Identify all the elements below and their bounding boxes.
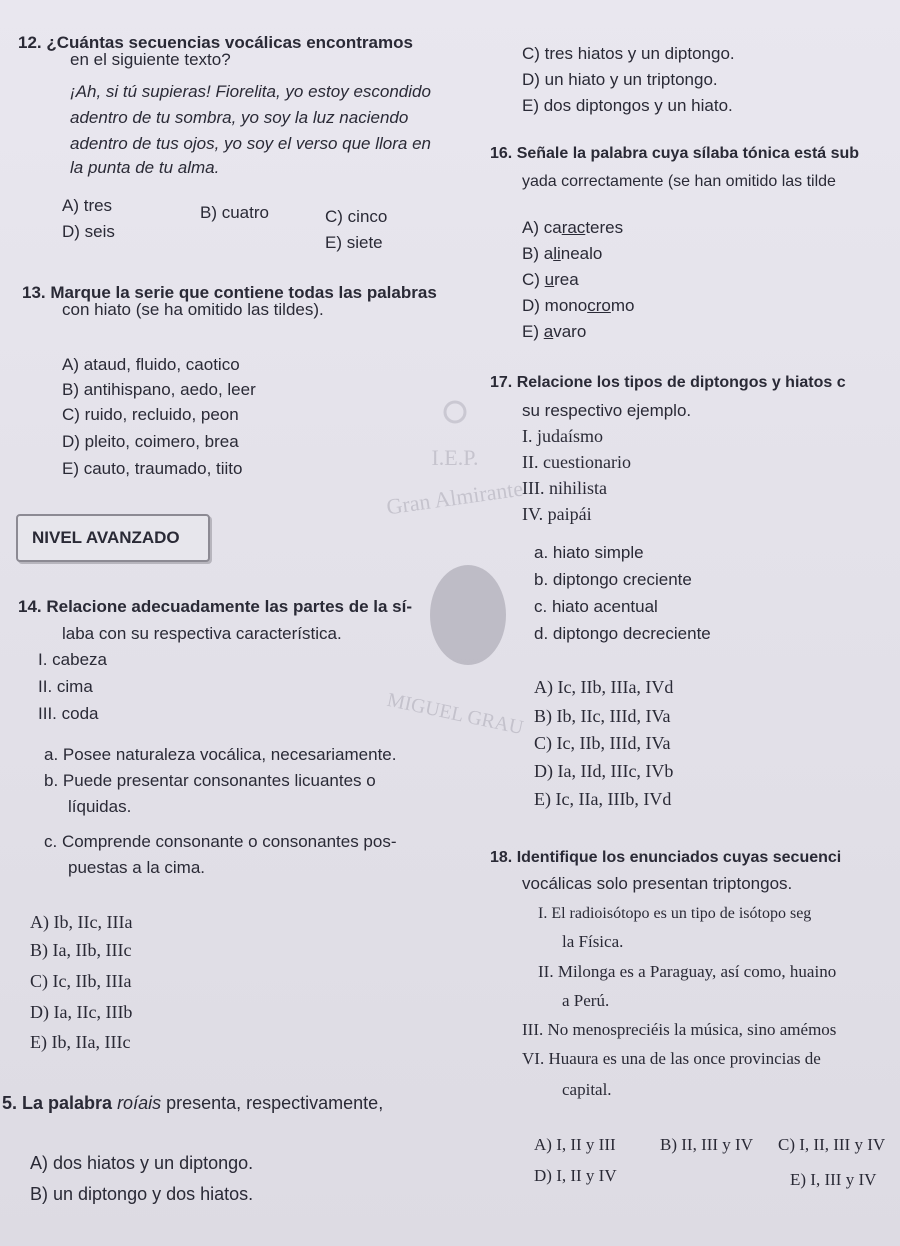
- q16-stem-line1: 16. Señale la palabra cuya sílaba tónica está sub: [490, 145, 860, 162]
- q17-item-1: I. judaísmo: [522, 426, 603, 446]
- q15-option-a: A) dos hiatos y un diptongo.: [30, 1153, 254, 1173]
- crest-text-gran-almirante: Gran Almirante: [384, 475, 525, 520]
- q16-option-e-underlined: a: [543, 322, 554, 341]
- q16-option-d-pre: D) mono: [522, 296, 588, 315]
- q16-option-d-post: mo: [610, 296, 635, 315]
- q18-option-a: A) I, II y III: [534, 1135, 616, 1154]
- q13-option-a: A) ataud, fluido, caotico: [62, 355, 240, 374]
- q16-option-d-underlined: cro: [587, 296, 611, 315]
- q15-stem: [2, 1093, 383, 1113]
- q16-option-c-underlined: u: [544, 270, 555, 289]
- q17-option-b: B) Ib, IIc, IIId, IVa: [534, 706, 671, 726]
- q16-option-c-post: rea: [554, 270, 579, 289]
- q15-option-b: B) un diptongo y dos hiatos.: [30, 1184, 254, 1204]
- q17-type-b: b. diptongo creciente: [534, 570, 692, 589]
- q18-statement-1-line2: la Física.: [562, 932, 624, 951]
- q17-type-c: c. hiato acentual: [534, 597, 658, 616]
- q14-option-b: B) Ia, IIb, IIIc: [30, 940, 132, 960]
- q12-text-line1: ¡Ah, si tú supieras! Fiorelita, yo estoy escondido: [70, 82, 431, 101]
- q16-option-e-pre: E): [522, 322, 544, 341]
- q13-option-e: E) cauto, traumado, tiito: [62, 459, 243, 478]
- q15-stem-post: presenta, respectivamente,: [161, 1093, 384, 1113]
- q12-stem-line2: en el siguiente texto?: [70, 50, 231, 69]
- q15-stem-pre: 5. La palabra: [2, 1093, 118, 1113]
- q16-option-c-pre: C): [522, 270, 545, 289]
- q17-option-d: D) Ia, IId, IIIc, IVb: [534, 761, 674, 781]
- q16-option-e-post: varo: [553, 322, 587, 341]
- q17-item-3: III. nihilista: [522, 478, 607, 498]
- q17-option-e: E) Ic, IIa, IIIb, IVd: [534, 789, 672, 809]
- q18-stem-line2: vocálicas solo presentan triptongos.: [522, 874, 793, 893]
- q14-item-2: II. cima: [38, 677, 93, 696]
- q16-option-d: [522, 296, 634, 316]
- q13-stem-line2: con hiato (se ha omitido las tildes).: [62, 300, 324, 319]
- q17-item-4: IV. paipái: [522, 504, 592, 524]
- q12-option-a: A) tres: [62, 196, 113, 215]
- q16-option-a-underlined: rac: [561, 218, 586, 237]
- q16-stem-line2: yada correctamente (se han omitido las tilde: [522, 173, 836, 190]
- q14-feature-a: a. Posee naturaleza vocálica, necesariamente.: [44, 745, 397, 764]
- crest-text-iep: I.E.P.: [431, 445, 479, 470]
- crest-portrait: [430, 565, 506, 665]
- q18-statement-3: III. No menospreciéis la música, sino amémos: [522, 1020, 837, 1039]
- q14-option-a: A) Ib, IIc, IIIa: [30, 912, 133, 932]
- q18-statement-1-line1: I. El radioisótopo es un tipo de isótopo seg: [538, 905, 812, 922]
- q17-stem-line1: 17. Relacione los tipos de diptongos y hiatos c: [490, 374, 846, 391]
- q16-option-e: [522, 322, 586, 342]
- q12-text-line4: la punta de tu alma.: [70, 158, 220, 177]
- level-heading: NIVEL AVANZADO: [32, 528, 180, 547]
- q13-stem-line1: 13. Marque la serie que contiene todas las palabras: [22, 283, 437, 302]
- q14-item-3: III. coda: [38, 704, 99, 723]
- q13-option-b: B) antihispano, aedo, leer: [62, 380, 256, 399]
- q12-option-d: D) seis: [62, 222, 115, 241]
- q18-option-c: C) I, II, III y IV: [778, 1135, 886, 1154]
- q18-option-d: D) I, II y IV: [534, 1166, 617, 1185]
- crest-ring: [445, 402, 465, 422]
- q18-statement-2-line1: II. Milonga es a Paraguay, así como, huaino: [538, 962, 837, 981]
- q14-stem-line2: laba con su respectiva característica.: [62, 624, 342, 643]
- q12-text-line3: adentro de tus ojos, yo soy el verso que llora en: [70, 134, 431, 153]
- q14-option-e: E) Ib, IIa, IIIc: [30, 1032, 131, 1052]
- q14-option-d: D) Ia, IIc, IIIb: [30, 1002, 133, 1022]
- q18-option-b: B) II, III y IV: [660, 1135, 753, 1154]
- q14-stem-line1: 14. Relacione adecuadamente las partes de la sí-: [18, 597, 413, 616]
- q14-item-1: I. cabeza: [38, 650, 107, 669]
- q17-type-d: d. diptongo decreciente: [534, 624, 711, 643]
- q13-option-d: D) pleito, coimero, brea: [62, 432, 239, 451]
- q15-option-e: E) dos diptongos y un hiato.: [522, 96, 733, 115]
- q18-option-e: E) I, III y IV: [790, 1170, 877, 1189]
- q16-option-a-post: teres: [585, 218, 624, 237]
- q14-feature-c-line2: puestas a la cima.: [68, 858, 206, 877]
- q12-option-c: C) cinco: [325, 207, 388, 226]
- q12-option-e: E) siete: [325, 233, 383, 252]
- level-heading-box: [16, 514, 210, 562]
- crest-text-miguel-grau: MIGUEL GRAU: [385, 688, 526, 740]
- q18-statement-4-line1: VI. Huaura es una de las once provincias de: [522, 1049, 821, 1068]
- q16-option-a-pre: A) ca: [522, 218, 562, 237]
- q14-feature-b-line2: líquidas.: [68, 797, 132, 816]
- q13-option-c: C) ruido, recluido, peon: [62, 405, 239, 424]
- q12-text-line2: adentro de tu sombra, yo soy la luz naciendo: [70, 108, 409, 127]
- q18-stem-line1: 18. Identifique los enunciados cuyas secuenci: [490, 849, 842, 866]
- q17-option-c: C) Ic, IIb, IIId, IVa: [534, 733, 671, 753]
- q18-statement-2-line2: a Perú.: [562, 991, 610, 1010]
- q17-item-2: II. cuestionario: [522, 452, 631, 472]
- q17-type-a: a. hiato simple: [534, 543, 644, 562]
- q15-option-c: C) tres hiatos y un diptongo.: [522, 44, 735, 63]
- q18-statement-4-line2: capital.: [562, 1080, 612, 1099]
- q16-option-a: [522, 218, 623, 238]
- q16-option-b-underlined: li: [553, 244, 561, 263]
- q12-option-b: B) cuatro: [200, 203, 269, 222]
- q15-option-d: D) un hiato y un triptongo.: [522, 70, 718, 89]
- q15-stem-word: roíais: [117, 1093, 162, 1113]
- q14-feature-c-line1: c. Comprende consonante o consonantes pos-: [44, 832, 397, 851]
- q12-stem-line1: 12. ¿Cuántas secuencias vocálicas encontramos: [18, 33, 413, 52]
- q14-feature-b-line1: b. Puede presentar consonantes licuantes o: [44, 771, 376, 790]
- q17-stem-line2: su respectivo ejemplo.: [522, 401, 692, 420]
- q16-option-b: [522, 244, 602, 264]
- q16-option-b-pre: B) a: [522, 244, 554, 263]
- q16-option-c: [522, 270, 579, 290]
- q17-option-a: A) Ic, IIb, IIIa, IVd: [534, 677, 674, 697]
- q14-option-c: C) Ic, IIb, IIIa: [30, 971, 132, 991]
- q16-option-b-post: nealo: [560, 244, 603, 263]
